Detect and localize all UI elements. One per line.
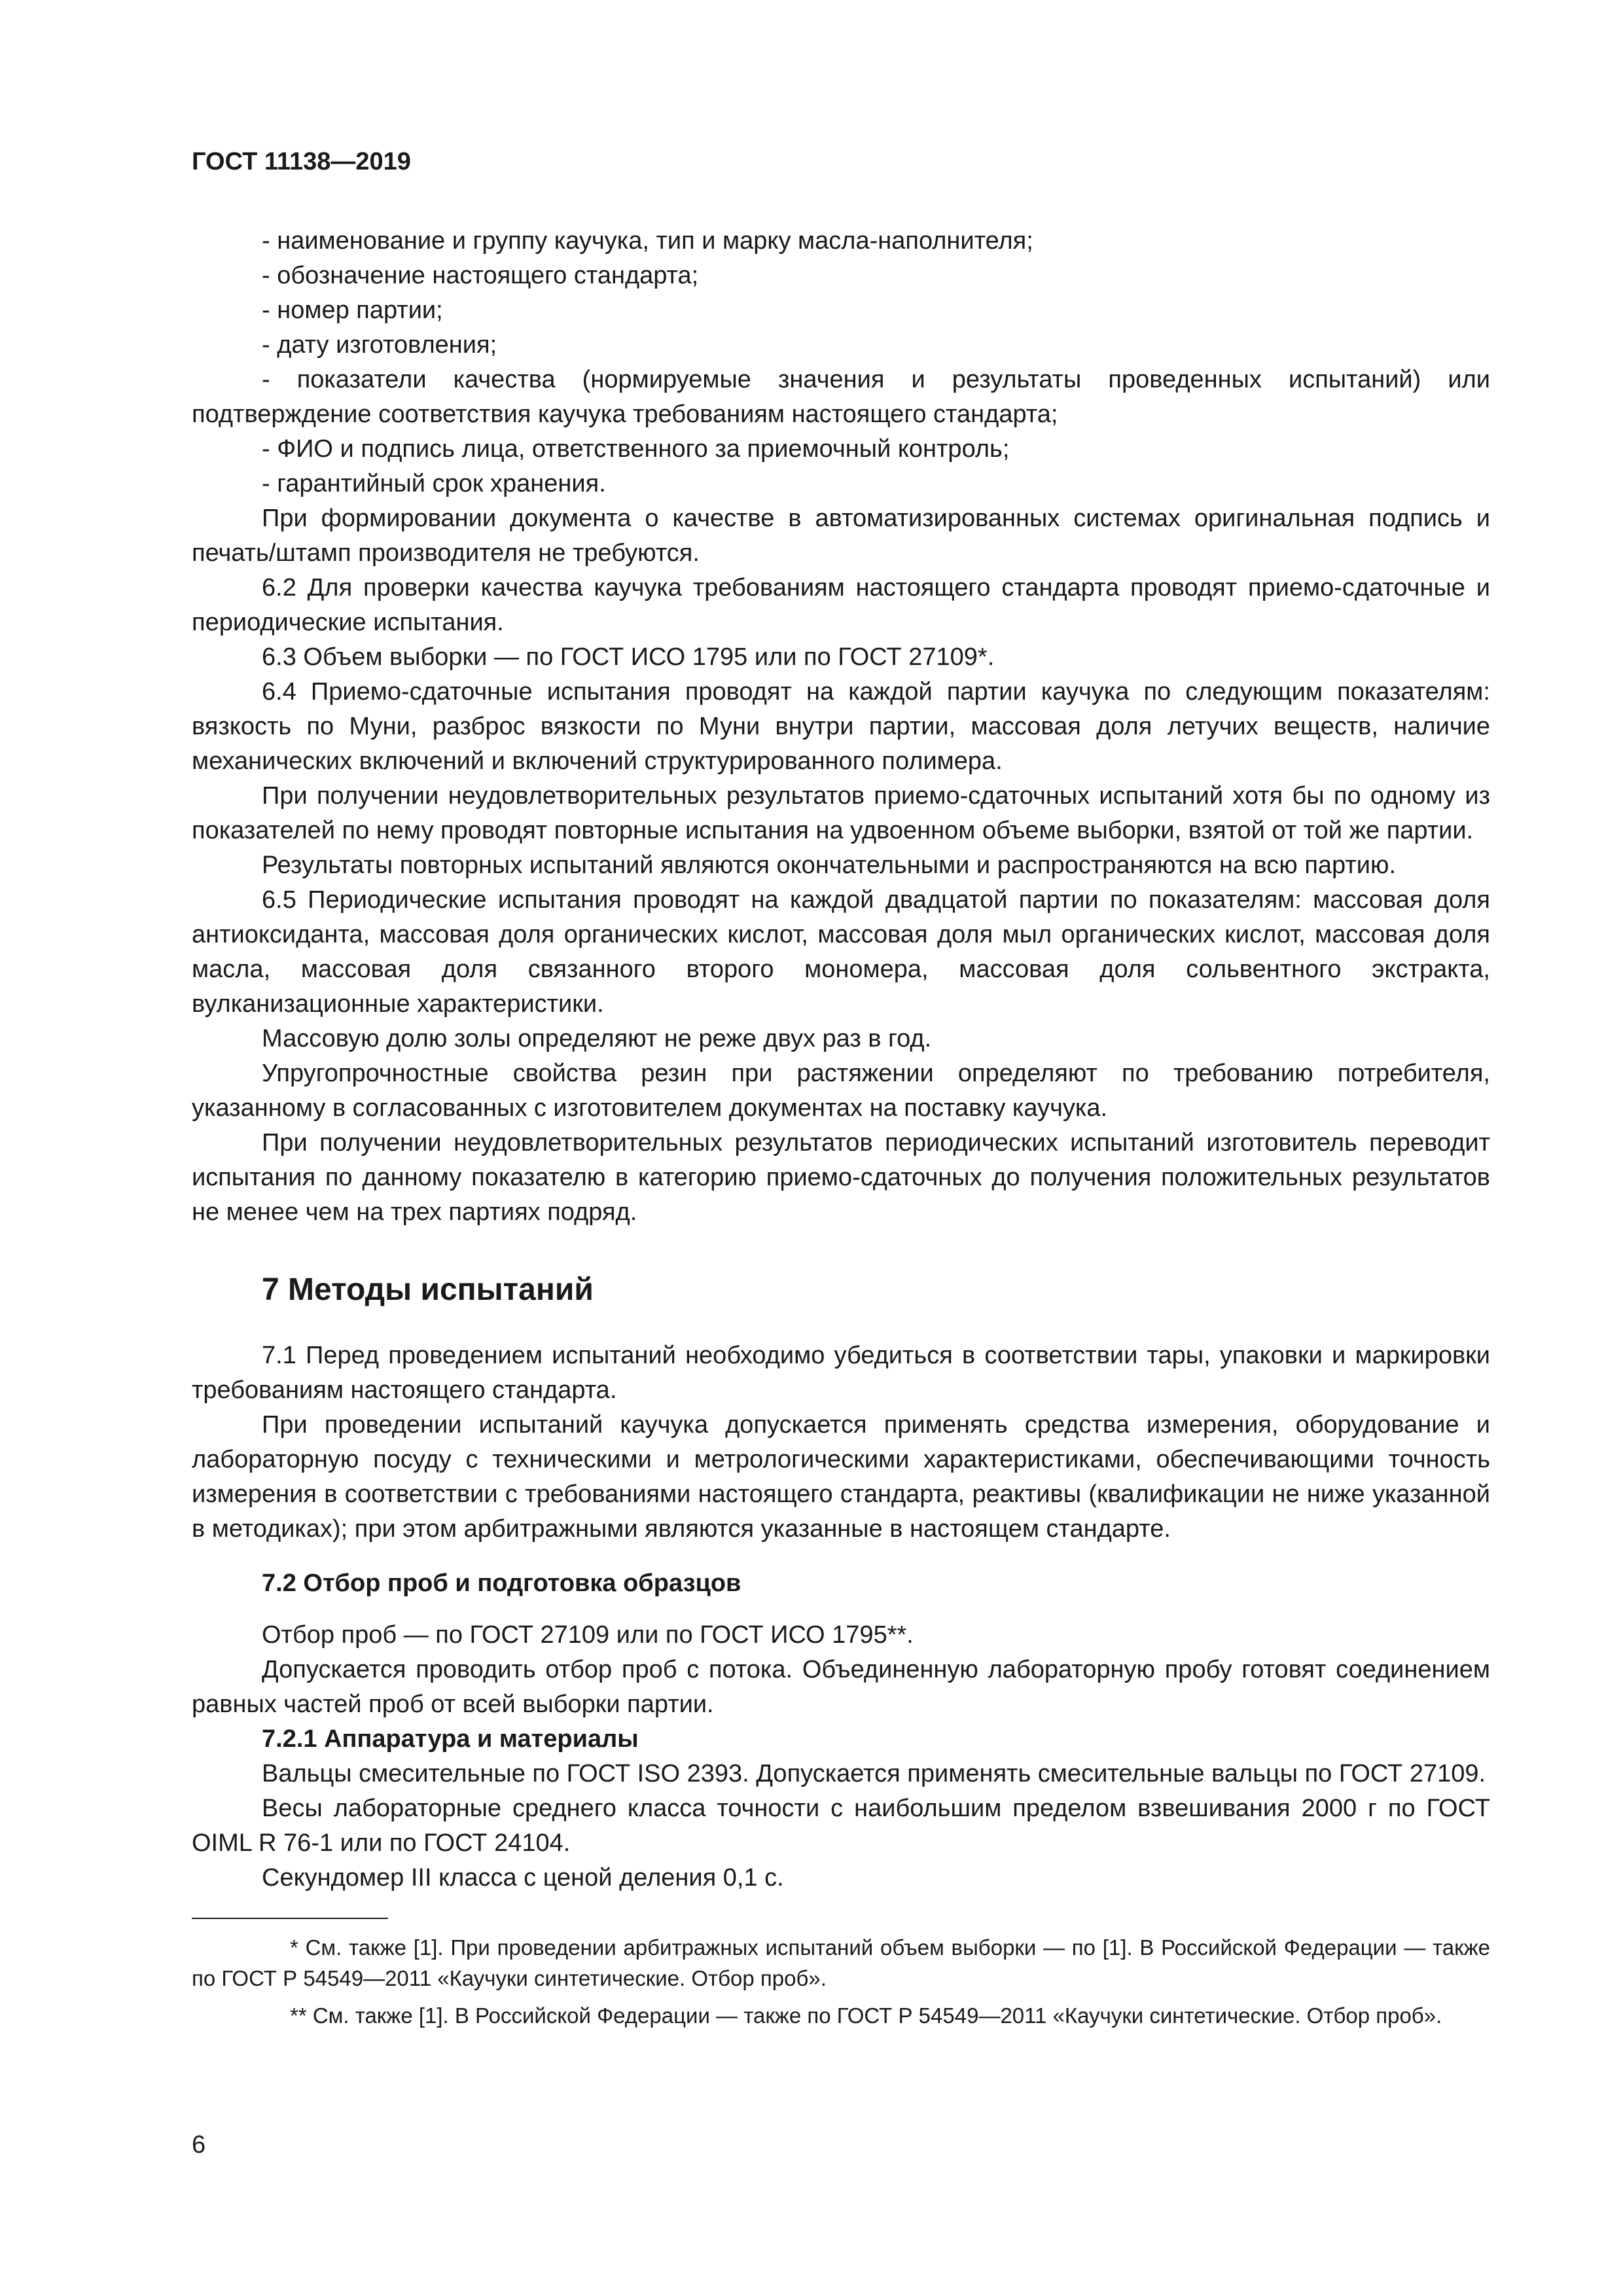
list-item: - обозначение настоящего стандарта; (262, 262, 699, 289)
paragraph: Допускается проводить отбор проб с потока. Объединенную лабораторную пробу готовят соединением равных частей проб от всей выборки партии. (192, 1656, 1490, 1718)
clause-6-3: 6.3 Объем выборки — по ГОСТ ИСО 1795 или по ГОСТ 27109*. (262, 643, 995, 671)
paragraph: При проведении испытаний каучука допускается применять средства измерения, оборудование и лабораторную посуду с техническими и метрологическими характеристиками, обеспечивающими точность измерения в соответствии с требованиями настоящего стандарта, реактивы (квалификации не ниже указанной в методиках); при этом арбитражными являются указанные в настоящем стандарте. (192, 1411, 1490, 1543)
page-number: 6 (192, 2131, 206, 2159)
footnote: ** См. также [1]. В Российской Федерации — также по ГОСТ Р 54549—2011 «Каучуки синтетические. Отбор проб». (290, 2003, 1442, 2028)
list-item: - наименование и группу каучука, тип и марку масла-наполнителя; (262, 227, 1033, 255)
document-header: ГОСТ 11138—2019 (192, 148, 411, 175)
footnote: * См. также [1]. При проведении арбитражных испытаний объем выборки — по [1]. В Российской Федерации — также по ГОСТ Р 54549—2011 «Каучуки синтетические. Отбор проб». (192, 1935, 1490, 1990)
paragraph: Массовую долю золы определяют не реже двух раз в год. (262, 1025, 932, 1052)
clause-6-5: 6.5 Периодические испытания проводят на каждой двадцатой партии по показателям: массовая доля антиоксиданта, массовая доля органических кислот, массовая доля мыл органических кислот, массовая доля масла, массовая доля связанного второго мономера, массовая доля сольвентного экстракта, вулканизационные характеристики. (192, 886, 1490, 1018)
clause-6-2: 6.2 Для проверки качества каучука требованиям настоящего стандарта проводят приемо-сдаточные и периодические испытания. (192, 574, 1490, 636)
subsection-7-2-heading: 7.2 Отбор проб и подготовка образцов (262, 1570, 741, 1597)
page-body (192, 224, 1490, 2037)
list-item: - показатели качества (нормируемые значения и результаты проведенных испытаний) или подтверждение соответствия каучука требованиям настоящего стандарта; (192, 366, 1490, 428)
list-item: - дату изготовления; (262, 331, 497, 359)
list-item: - гарантийный срок хранения. (262, 470, 606, 497)
paragraph: Весы лабораторные среднего класса точности с наибольшим пределом взвешивания 2000 г по ГОСТ OIML R 76-1 или по ГОСТ 24104. (192, 1795, 1490, 1857)
paragraph: Секундомер III класса с ценой деления 0,1 с. (262, 1864, 784, 1892)
list-item: - номер партии; (262, 296, 443, 324)
section-7-heading: 7 Методы испытаний (262, 1272, 594, 1307)
paragraph: При формировании документа о качестве в автоматизированных системах оригинальная подпись и печать/штамп производителя не требуются. (192, 505, 1490, 567)
subsection-7-2-1-heading: 7.2.1 Аппаратура и материалы (262, 1725, 639, 1753)
paragraph: При получении неудовлетворительных результатов приемо-сдаточных испытаний хотя бы по одному из показателей по нему проводят повторные испытания на удвоенном объеме выборки, взятой от той же партии. (192, 782, 1490, 844)
paragraph: Вальцы смесительные по ГОСТ ISO 2393. Допускается применять смесительные вальцы по ГОСТ 27109. (262, 1760, 1486, 1787)
paragraph: При получении неудовлетворительных результатов периодических испытаний изготовитель переводит испытания по данному показателю в категорию приемо-сдаточных до получения положительных результатов не менее чем на трех партиях подряд. (192, 1129, 1490, 1226)
clause-7-1: 7.1 Перед проведением испытаний необходимо убедиться в соответствии тары, упаковки и маркировки требованиям настоящего стандарта. (192, 1342, 1490, 1404)
clause-6-4: 6.4 Приемо-сдаточные испытания проводят на каждой партии каучука по следующим показателям: вязкость по Муни, разброс вязкости по Муни внутри партии, массовая доля летучих веществ, наличие механических включений и включений структурированного полимера. (192, 678, 1490, 775)
paragraph: Отбор проб — по ГОСТ 27109 или по ГОСТ ИСО 1795**. (262, 1621, 914, 1649)
footnote-separator (192, 1918, 388, 1919)
paragraph: Упругопрочностные свойства резин при растяжении определяют по требованию потребителя, указанному в согласованных с изготовителем документах на поставку каучука. (192, 1060, 1490, 1122)
paragraph: Результаты повторных испытаний являются окончательными и распространяются на всю партию. (262, 852, 1397, 879)
list-item: - ФИО и подпись лица, ответственного за приемочный контроль; (262, 435, 1010, 463)
